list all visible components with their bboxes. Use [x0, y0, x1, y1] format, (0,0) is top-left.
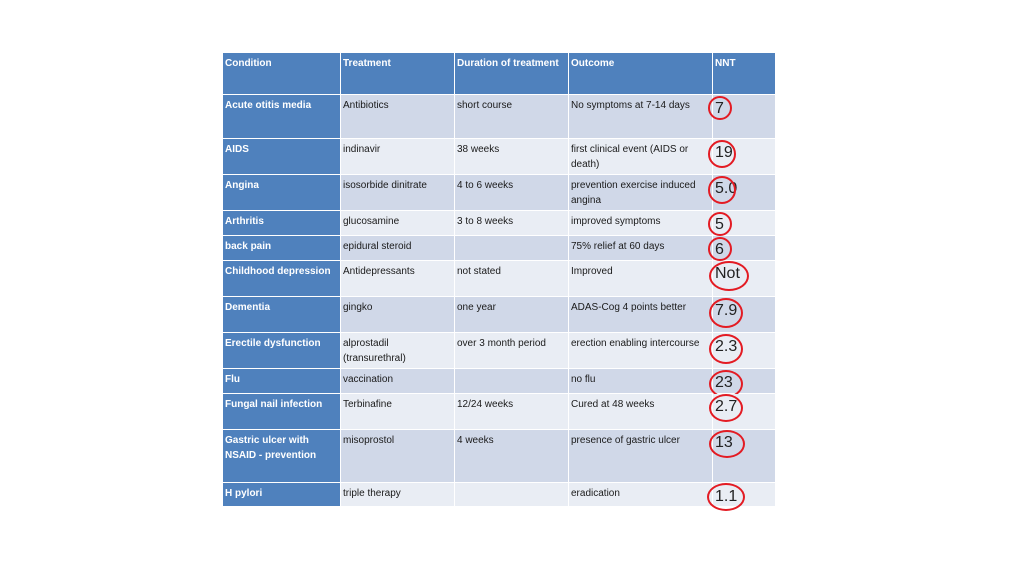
highlight-circle — [709, 261, 749, 291]
cell-treatment: gingko — [341, 297, 455, 333]
table-row — [223, 369, 776, 394]
cell-outcome: Improved — [569, 261, 713, 297]
cell-duration: 3 to 8 weeks — [455, 211, 569, 236]
cell-treatment: Antidepressants — [341, 261, 455, 297]
header-nnt: NNT — [713, 53, 776, 95]
nnt-value: 6 — [715, 241, 724, 258]
cell-condition: Fungal nail infection — [223, 394, 341, 430]
cell-condition: Dementia — [223, 297, 341, 333]
cell-treatment: alprostadil (transurethral) — [341, 333, 455, 369]
cell-treatment: indinavir — [341, 139, 455, 175]
highlight-circle — [709, 334, 743, 364]
cell-nnt — [713, 297, 776, 333]
cell-outcome: first clinical event (AIDS or death) — [569, 139, 713, 175]
highlight-circle — [708, 140, 736, 168]
highlight-circle — [707, 483, 745, 511]
table-row — [223, 211, 776, 236]
header-treatment: Treatment — [341, 53, 455, 95]
cell-treatment: vaccination — [341, 369, 455, 394]
highlight-circle — [708, 176, 736, 204]
cell-outcome: ADAS-Cog 4 points better — [569, 297, 713, 333]
cell-nnt — [713, 333, 776, 369]
header-duration: Duration of treatment — [455, 53, 569, 95]
cell-nnt — [713, 175, 776, 211]
cell-condition: back pain — [223, 236, 341, 261]
cell-condition: Angina — [223, 175, 341, 211]
cell-nnt — [713, 139, 776, 175]
cell-duration: short course — [455, 95, 569, 139]
cell-outcome: improved symptoms — [569, 211, 713, 236]
cell-treatment: glucosamine — [341, 211, 455, 236]
cell-duration — [455, 236, 569, 261]
nnt-table — [222, 52, 776, 507]
table-row — [223, 483, 776, 507]
table-row — [223, 430, 776, 483]
cell-duration: 12/24 weeks — [455, 394, 569, 430]
cell-duration: 4 to 6 weeks — [455, 175, 569, 211]
cell-duration: over 3 month period — [455, 333, 569, 369]
nnt-value: 23 — [715, 374, 733, 391]
cell-nnt — [713, 261, 776, 297]
highlight-circle — [708, 237, 732, 261]
table-row — [223, 139, 776, 175]
highlight-circle — [708, 96, 732, 120]
table-row — [223, 261, 776, 297]
highlight-circle — [708, 212, 732, 236]
cell-nnt — [713, 211, 776, 236]
cell-outcome: erection enabling intercourse — [569, 333, 713, 369]
cell-duration — [455, 483, 569, 507]
cell-condition: AIDS — [223, 139, 341, 175]
nnt-value: 7.9 — [715, 302, 738, 319]
cell-duration: not stated — [455, 261, 569, 297]
cell-nnt — [713, 95, 776, 139]
nnt-value: 5.0 — [715, 180, 738, 197]
highlight-circle — [709, 430, 745, 458]
nnt-value: 2.7 — [715, 398, 738, 415]
cell-condition: Flu — [223, 369, 341, 394]
nnt-value: 2.3 — [715, 338, 738, 355]
table-row — [223, 175, 776, 211]
cell-duration: 38 weeks — [455, 139, 569, 175]
cell-condition: H pylori — [223, 483, 341, 507]
cell-condition: Gastric ulcer with NSAID - prevention — [223, 430, 341, 483]
table-header-row — [223, 53, 776, 95]
cell-nnt — [713, 430, 776, 483]
cell-nnt — [713, 483, 776, 507]
cell-outcome: no flu — [569, 369, 713, 394]
highlight-circle — [709, 394, 743, 422]
nnt-value: 5 — [715, 216, 724, 233]
cell-condition: Erectile dysfunction — [223, 333, 341, 369]
cell-treatment: isosorbide dinitrate — [341, 175, 455, 211]
table-row — [223, 236, 776, 261]
cell-treatment: misoprostol — [341, 430, 455, 483]
table-body — [223, 95, 776, 507]
table-row — [223, 95, 776, 139]
cell-duration — [455, 369, 569, 394]
cell-treatment: triple therapy — [341, 483, 455, 507]
table-row — [223, 333, 776, 369]
cell-treatment: Antibiotics — [341, 95, 455, 139]
cell-outcome: presence of gastric ulcer — [569, 430, 713, 483]
cell-outcome: prevention exercise induced angina — [569, 175, 713, 211]
nnt-value: 19 — [715, 144, 733, 161]
highlight-circle — [709, 298, 743, 328]
cell-treatment: Terbinafine — [341, 394, 455, 430]
nnt-value: Not — [715, 265, 740, 282]
cell-nnt — [713, 236, 776, 261]
cell-nnt — [713, 394, 776, 430]
header-outcome: Outcome — [569, 53, 713, 95]
cell-duration: 4 weeks — [455, 430, 569, 483]
table-row — [223, 394, 776, 430]
cell-outcome: eradication — [569, 483, 713, 507]
cell-condition: Acute otitis media — [223, 95, 341, 139]
cell-nnt — [713, 369, 776, 394]
table-row — [223, 297, 776, 333]
cell-treatment: epidural steroid — [341, 236, 455, 261]
nnt-value: 13 — [715, 434, 733, 451]
cell-condition: Childhood depression — [223, 261, 341, 297]
nnt-value: 7 — [715, 100, 724, 117]
cell-outcome: 75% relief at 60 days — [569, 236, 713, 261]
cell-duration: one year — [455, 297, 569, 333]
nnt-value: 1.1 — [715, 488, 738, 505]
header-condition: Condition — [223, 53, 341, 95]
cell-outcome: Cured at 48 weeks — [569, 394, 713, 430]
cell-outcome: No symptoms at 7-14 days — [569, 95, 713, 139]
cell-condition: Arthritis — [223, 211, 341, 236]
